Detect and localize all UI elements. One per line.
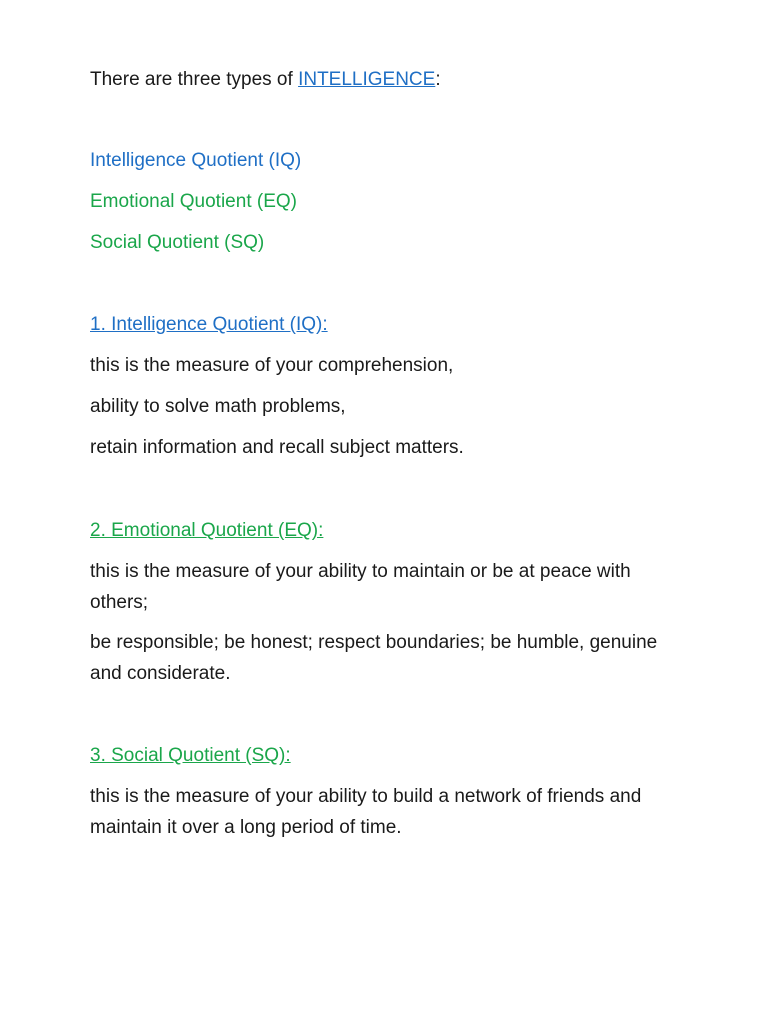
section-eq-heading[interactable]: 2. Emotional Quotient (EQ): [90, 520, 324, 541]
section-sq-paragraph: this is the measure of your ability to build a network of friends and maintain it over a long period of time. [90, 786, 642, 838]
type-iq: Intelligence Quotient (IQ) [90, 150, 302, 171]
section-eq-paragraph: be responsible; be honest; respect boundaries; be humble, genuine and considerate. [90, 632, 658, 684]
section-iq-paragraph: this is the measure of your comprehension, [90, 355, 454, 376]
intro-prefix: There are three types of [90, 69, 299, 90]
intro-suffix: : [435, 69, 441, 90]
section-eq-paragraph: this is the measure of your ability to maintain or be at peace with others; [90, 561, 631, 613]
section-iq-paragraph: retain information and recall subject matters. [90, 437, 464, 458]
type-sq: Social Quotient (SQ) [90, 232, 265, 253]
section-iq-paragraph: ability to solve math problems, [90, 396, 346, 417]
section-iq-heading[interactable]: 1. Intelligence Quotient (IQ): [90, 314, 328, 335]
section-sq-heading[interactable]: 3. Social Quotient (SQ): [90, 745, 291, 766]
intelligence-link[interactable]: INTELLIGENCE [298, 69, 436, 90]
type-eq: Emotional Quotient (EQ) [90, 191, 297, 212]
intro-line [90, 64, 441, 95]
